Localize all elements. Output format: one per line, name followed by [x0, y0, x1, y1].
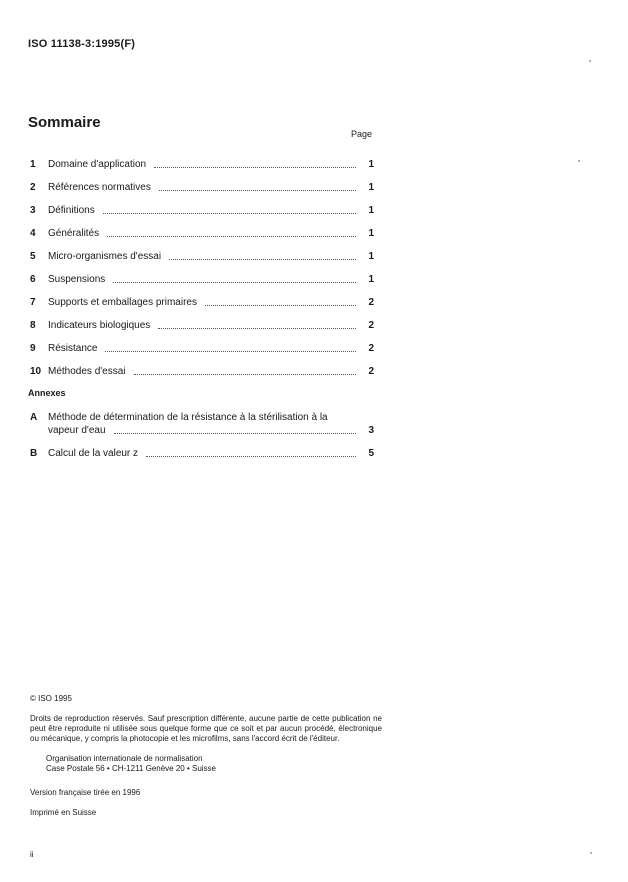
scan-speck — [578, 160, 580, 162]
leader-dots — [134, 374, 356, 375]
page-title: Sommaire — [28, 114, 101, 131]
organization-block — [46, 754, 382, 774]
toc-item-page: 1 — [368, 205, 374, 216]
toc-item-label: Suspensions — [48, 274, 106, 285]
toc-item-5[interactable] — [28, 240, 374, 263]
annex-label-line2: vapeur d'eau — [48, 425, 106, 436]
toc-item-label: Indicateurs biologiques — [48, 320, 151, 331]
annexes-heading: Annexes — [28, 388, 66, 398]
toc-item-page: 1 — [368, 274, 374, 285]
toc-item-number: 1 — [30, 159, 36, 170]
scan-speck — [590, 852, 592, 854]
toc-item-label: Définitions — [48, 205, 95, 216]
toc-item-10[interactable] — [28, 355, 374, 378]
toc-item-9[interactable] — [28, 332, 374, 355]
annex-letter: A — [30, 412, 38, 423]
toc-item-page: 1 — [368, 159, 374, 170]
toc-item-label: Domaine d'application — [48, 159, 147, 170]
leader-dots — [146, 456, 356, 457]
organization-address: Case Postale 56 • CH-1211 Genève 20 • Suisse — [46, 764, 216, 773]
scan-speck — [589, 60, 591, 62]
annex-page: 5 — [368, 448, 374, 459]
table-of-contents — [28, 148, 374, 378]
toc-item-page: 1 — [368, 182, 374, 193]
copyright-block — [30, 694, 382, 774]
leader-dots — [205, 305, 356, 306]
leader-dots — [103, 213, 356, 214]
toc-item-4[interactable] — [28, 217, 374, 240]
leader-dots — [159, 190, 356, 191]
toc-item-number: 9 — [30, 343, 36, 354]
toc-item-8[interactable] — [28, 309, 374, 332]
leader-dots — [158, 328, 356, 329]
toc-item-number: 4 — [30, 228, 36, 239]
copyright-line: © ISO 1995 — [30, 694, 72, 703]
organization-name: Organisation internationale de normalisation — [46, 754, 203, 763]
toc-item-number: 3 — [30, 205, 36, 216]
toc-item-number: 8 — [30, 320, 36, 331]
document-code: ISO 11138-3:1995(F) — [28, 38, 136, 50]
page-column-label: Page — [350, 129, 372, 139]
toc-item-page: 2 — [368, 366, 374, 377]
toc-item-label: Références normatives — [48, 182, 151, 193]
leader-dots — [114, 433, 356, 434]
leader-dots — [107, 236, 356, 237]
annex-letter: B — [30, 448, 38, 459]
toc-item-1[interactable] — [28, 148, 374, 171]
toc-item-number: 10 — [30, 366, 42, 377]
toc-item-page: 2 — [368, 320, 374, 331]
toc-item-page: 1 — [368, 251, 374, 262]
toc-item-number: 7 — [30, 297, 36, 308]
printed-note: Imprimé en Suisse — [30, 808, 97, 817]
leader-dots — [169, 259, 356, 260]
leader-dots — [113, 282, 356, 283]
toc-item-page: 2 — [368, 343, 374, 354]
toc-item-number: 5 — [30, 251, 36, 262]
toc-item-label: Micro-organismes d'essai — [48, 251, 162, 262]
toc-item-label: Généralités — [48, 228, 100, 239]
toc-item-6[interactable] — [28, 263, 374, 286]
toc-item-number: 2 — [30, 182, 36, 193]
page-number: ii — [30, 850, 34, 859]
annex-label: Calcul de la valeur z — [48, 448, 139, 459]
toc-item-2[interactable] — [28, 171, 374, 194]
version-note: Version française tirée en 1996 — [30, 788, 141, 797]
toc-item-7[interactable] — [28, 286, 374, 309]
leader-dots — [105, 351, 356, 352]
rights-text: Droits de reproduction réservés. Sauf prescription différente, aucune partie de cette publication ne peut être reproduite ni utilisée sous quelque forme que ce soit et par aucun procédé, électronique ou mécanique, y compris la photocopie et les microfilms, sans l'accord écrit de l'éditeur. — [30, 714, 382, 743]
toc-item-page: 2 — [368, 297, 374, 308]
annex-label-line1: Méthode de détermination de la résistance à la stérilisation à la — [48, 412, 328, 423]
toc-item-label: Résistance — [48, 343, 98, 354]
annex-item-b[interactable] — [28, 447, 374, 460]
toc-item-label: Supports et emballages primaires — [48, 297, 197, 308]
leader-dots — [154, 167, 356, 168]
toc-item-page: 1 — [368, 228, 374, 239]
annex-item-a[interactable] — [28, 411, 374, 437]
toc-item-number: 6 — [30, 274, 36, 285]
toc-item-label: Méthodes d'essai — [48, 366, 126, 377]
annex-page: 3 — [368, 425, 374, 436]
toc-item-3[interactable] — [28, 194, 374, 217]
